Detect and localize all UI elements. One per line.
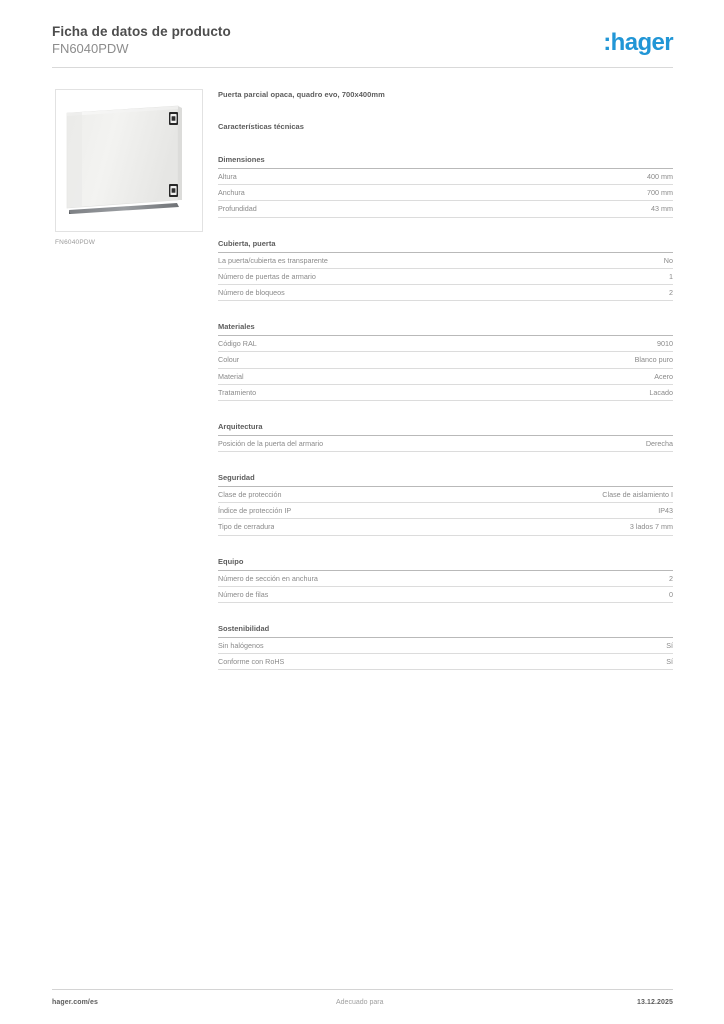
spec-value: IP43 (658, 506, 673, 516)
spec-value: Sí (666, 641, 673, 650)
spec-value: 0 (669, 589, 673, 599)
spec-value: Clase de aislamiento I (602, 490, 673, 500)
spec-label: Altura (218, 172, 237, 181)
spec-row (218, 436, 673, 452)
spec-row (218, 638, 673, 654)
spec-label: Colour (218, 355, 240, 365)
spec-value: 400 mm (647, 172, 673, 181)
spec-row (218, 253, 673, 269)
specs-section-title: Características técnicas (218, 122, 304, 131)
spec-value: Derecha (645, 438, 673, 448)
spec-row (218, 519, 673, 535)
spec-value: 2 (669, 573, 673, 583)
spec-group-heading: Equipo (218, 556, 673, 571)
door-panel-icon (56, 90, 202, 231)
spec-row (218, 269, 673, 285)
spec-row (218, 369, 673, 385)
spec-label: Material (218, 371, 244, 381)
spec-group (218, 154, 673, 218)
spec-value: Sí (666, 657, 673, 667)
spec-value: Acero (654, 371, 673, 381)
spec-groups-container (218, 154, 673, 670)
product-reference: FN6040PDW (52, 41, 129, 56)
specs-content (218, 89, 673, 670)
footer-divider (52, 989, 673, 990)
spec-label: Número de bloqueos (218, 287, 285, 297)
product-image-frame (55, 89, 203, 232)
spec-label: Anchura (218, 188, 245, 198)
spec-label: Posición de la puerta del armario (218, 438, 324, 448)
footer-note: Adecuado para (336, 999, 384, 1006)
spec-label: Tipo de cerradura (218, 522, 275, 532)
spec-label: Conforme con RoHS (218, 657, 285, 667)
spec-value: 2 (669, 287, 673, 297)
spec-value: 1 (669, 271, 673, 281)
footer-date: 13.12.2025 (636, 999, 673, 1006)
spec-group-heading: Seguridad (218, 472, 673, 487)
product-image-caption: FN6040PDW (55, 239, 96, 246)
page-header (52, 24, 673, 62)
spec-group (218, 472, 673, 536)
spec-row (218, 487, 673, 503)
spec-group (218, 321, 673, 401)
spec-group (218, 623, 673, 670)
spec-label: Número de filas (218, 589, 269, 599)
spec-label: Número de sección en anchura (218, 573, 318, 583)
page-footer (52, 999, 673, 1011)
spec-group-heading: Materiales (218, 321, 673, 336)
spec-value: Lacado (649, 387, 673, 397)
spec-value: 700 mm (647, 188, 673, 198)
spec-value: 3 lados 7 mm (629, 522, 673, 532)
spec-row (218, 654, 673, 670)
hager-logo: :hager (603, 29, 673, 56)
spec-value: Blanco puro (634, 355, 673, 365)
spec-label: Clase de protección (218, 490, 282, 500)
spec-row (218, 201, 673, 217)
spec-row (218, 169, 673, 185)
spec-label: La puerta/cubierta es transparente (218, 255, 328, 265)
header-divider (52, 67, 673, 68)
spec-row (218, 352, 673, 368)
product-description: Puerta parcial opaca, quadro evo, 700x400mm (218, 90, 385, 99)
spec-row (218, 336, 673, 352)
spec-row (218, 185, 673, 201)
spec-value: 9010 (657, 339, 673, 349)
spec-row (218, 587, 673, 603)
spec-group (218, 556, 673, 603)
spec-row (218, 385, 673, 401)
spec-label: Código RAL (218, 339, 257, 349)
spec-label: Índice de protección IP (218, 506, 292, 516)
spec-label: Sin halógenos (218, 641, 264, 650)
spec-row (218, 285, 673, 301)
spec-label: Profundidad (218, 204, 257, 214)
spec-row (218, 571, 673, 587)
spec-label: Tratamiento (218, 387, 257, 397)
spec-value: No (663, 255, 673, 265)
spec-label: Número de puertas de armario (218, 271, 316, 281)
spec-group-heading: Cubierta, puerta (218, 238, 673, 253)
spec-value: 43 mm (651, 204, 673, 214)
product-figure (55, 89, 205, 246)
spec-group (218, 238, 673, 302)
spec-row (218, 503, 673, 519)
spec-group (218, 421, 673, 452)
spec-group-heading: Sostenibilidad (218, 623, 673, 638)
footer-website[interactable]: hager.com/es (52, 999, 98, 1006)
spec-group-heading: Dimensiones (218, 154, 673, 169)
page-title: Ficha de datos de producto (52, 24, 231, 39)
spec-group-heading: Arquitectura (218, 421, 673, 436)
